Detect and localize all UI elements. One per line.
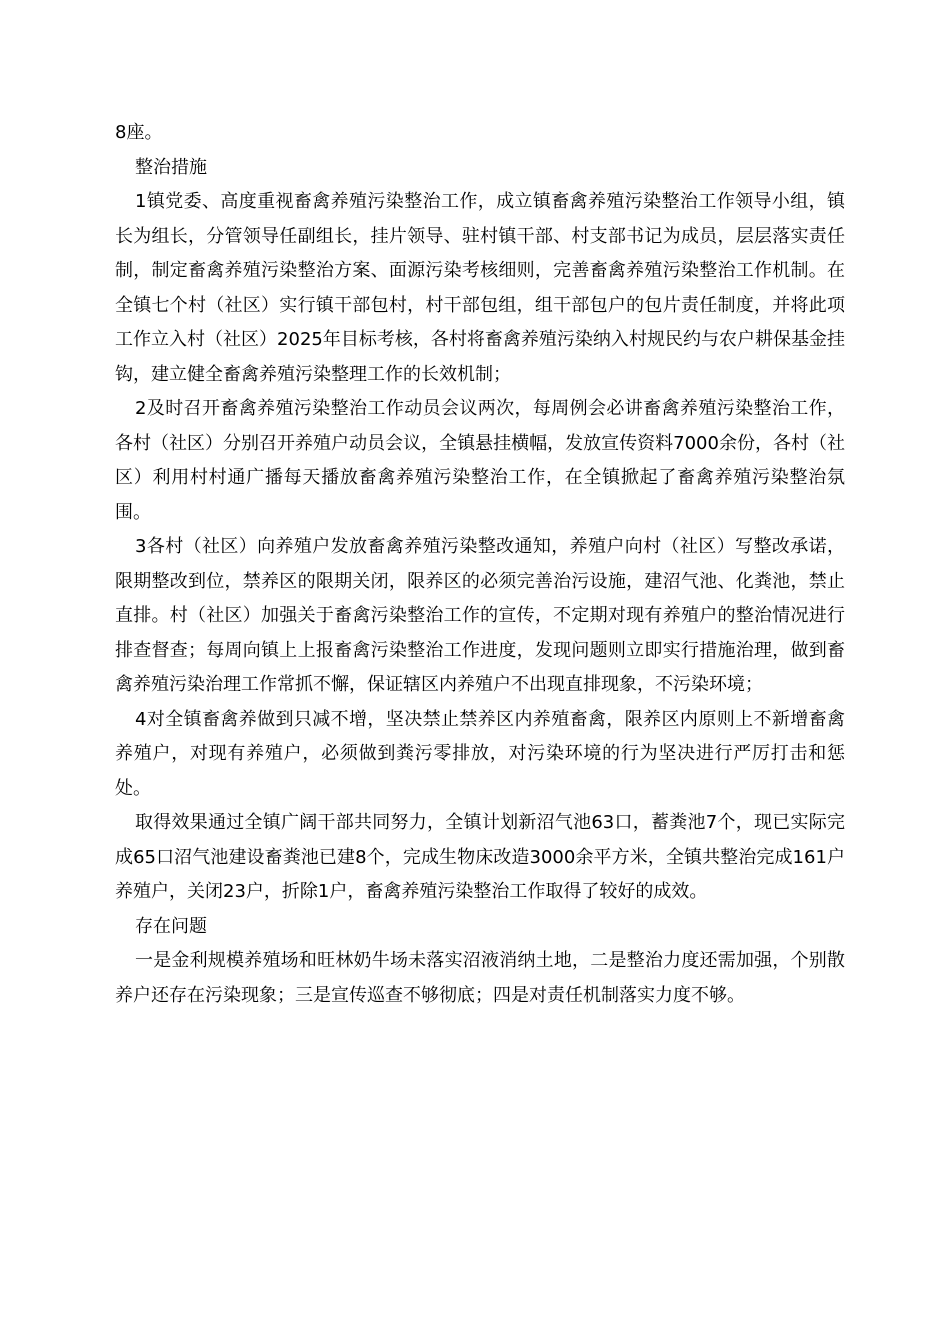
paragraph-measure-3: 3各村（社区）向养殖户发放畜禽养殖污染整改通知，养殖户向村（社区）写整改承诺，限期整改到位，禁养区的限期关闭，限养区的必须完善治污设施，建沼气池、化粪池，禁止直排。村（社区）加强关于畜禽污染整治工作的宣传，不定期对现有养殖户的整治情况进行排查督查；每周向镇上上报畜禽污染整治工作进度，发现问题则立即实行措施治理，做到畜禽养殖污染治理工作常抓不懈，保证辖区内养殖户不出现直排现象，不污染环境； (115, 536, 845, 695)
paragraph-results: 取得效果通过全镇广阔干部共同努力，全镇计划新沼气池63口，蓄粪池7个，现已实际完成65口沼气池建设畜粪池已建8个，完成生物床改造3000余平方米，全镇共整治完成161户养殖户，关闭23户，折除1户，畜禽养殖污染整治工作取得了较好的成效。 (115, 812, 845, 902)
paragraph-measure-4: 4对全镇畜禽养做到只减不增，坚决禁止禁养区内养殖畜禽，限养区内原则上不新增畜禽养殖户，对现有养殖户，必须做到粪污零排放，对污染环境的行为坚决进行严厉打击和惩处。 (115, 708, 845, 799)
section-heading-problems: 存在问题 (135, 915, 207, 937)
document-page (115, 116, 845, 1013)
paragraph-continuation: 8座。 (115, 122, 163, 143)
section-heading-measures: 整治措施 (135, 156, 207, 178)
paragraph-problems: 一是金利规模养殖场和旺林奶牛场未落实沼液消纳土地，二是整治力度还需加强，个别散养户还存在污染现象；三是宣传巡查不够彻底；四是对责任机制落实力度不够。 (115, 950, 845, 1006)
paragraph-measure-1: 1镇党委、高度重视畜禽养殖污染整治工作，成立镇畜禽养殖污染整治工作领导小组，镇长为组长，分管领导任副组长，挂片领导、驻村镇干部、村支部书记为成员，层层落实责任制，制定畜禽养殖污染整治方案、面源污染考核细则，完善畜禽养殖污染整治工作机制。在全镇七个村（社区）实行镇干部包村，村干部包组，组干部包户的包片责任制度，并将此项工作立入村（社区）2025年目标考核，各村将畜禽养殖污染纳入村规民约与农户耕保基金挂钩，建立健全畜禽养殖污染整理工作的长效机制； (115, 191, 845, 385)
paragraph-measure-2: 2及时召开畜禽养殖污染整治工作动员会议两次，每周例会必讲畜禽养殖污染整治工作，各村（社区）分别召开养殖户动员会议，全镇悬挂横幅，发放宣传资料7000余份，各村（社区）利用村村通广播每天播放畜禽养殖污染整治工作，在全镇掀起了畜禽养殖污染整治氛围。 (115, 398, 845, 523)
